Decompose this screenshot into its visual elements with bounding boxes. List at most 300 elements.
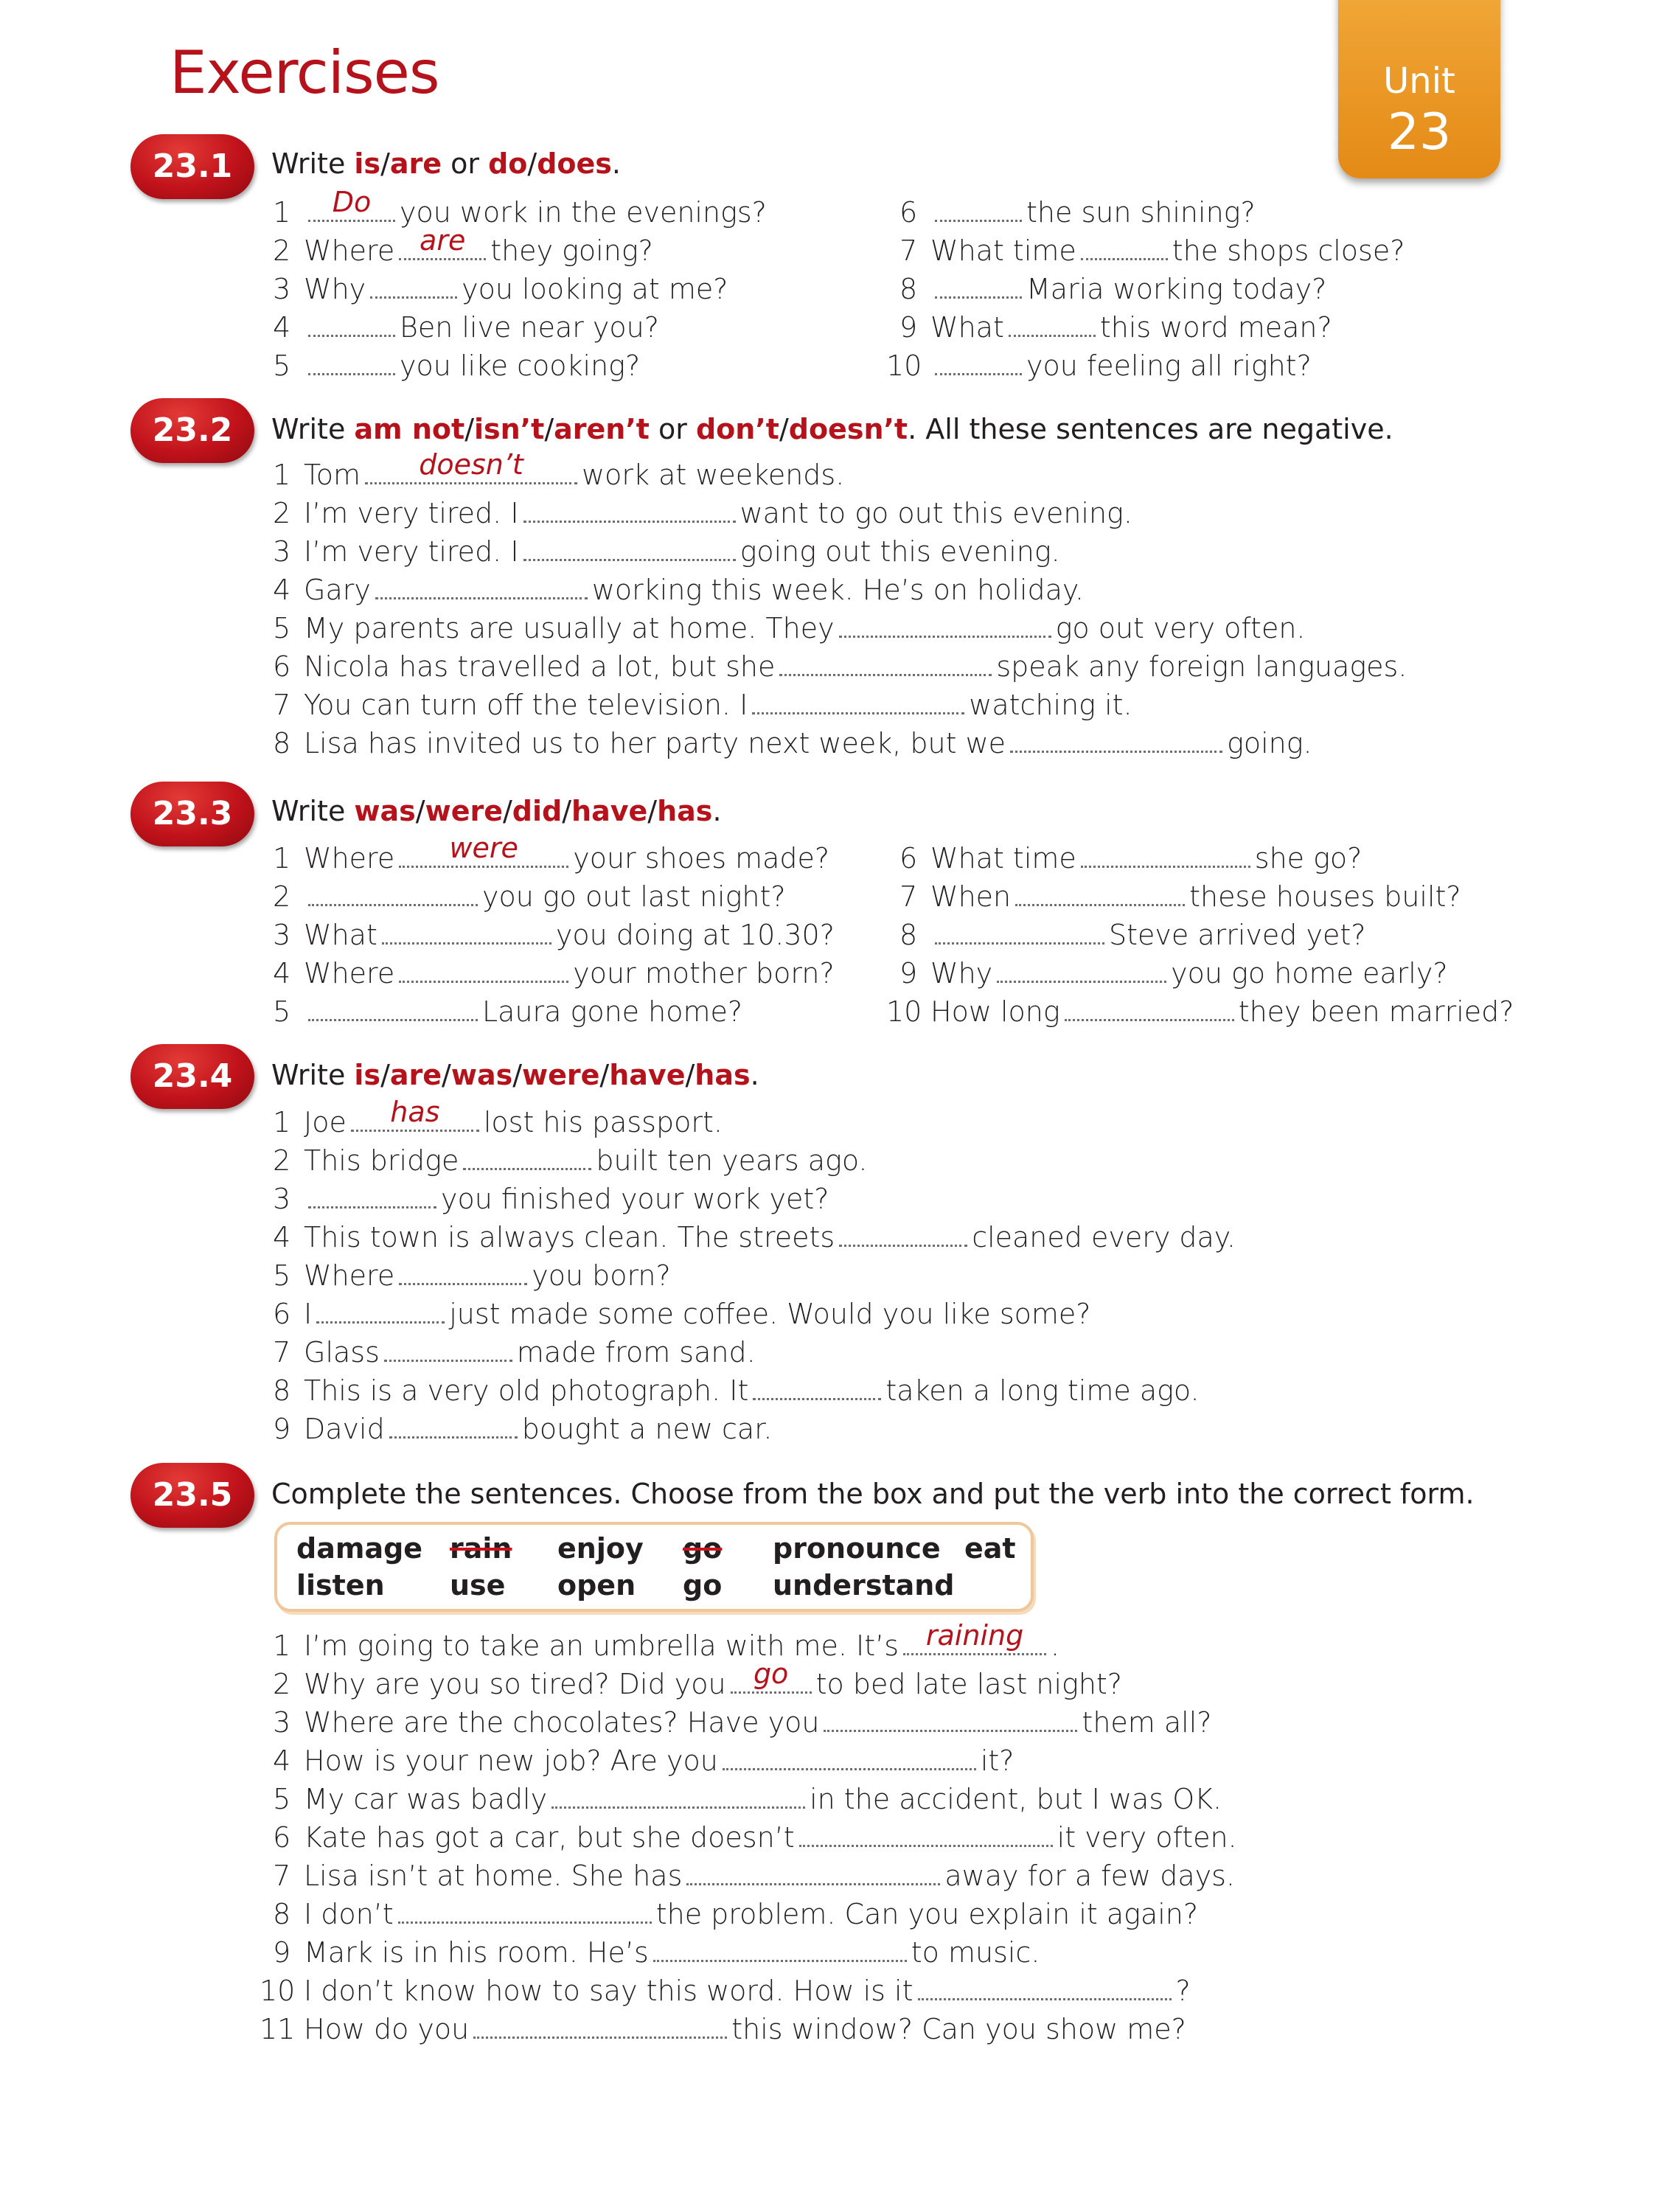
answer-blank[interactable] bbox=[316, 1299, 445, 1324]
instruction-keyword: are bbox=[389, 147, 442, 180]
exercise-item bbox=[273, 727, 1312, 759]
exercise-instruction-23-1 bbox=[271, 147, 621, 180]
item-text-after: want to go out this evening. bbox=[739, 497, 1132, 529]
item-number: 7 bbox=[273, 1860, 291, 1892]
item-text-before: David bbox=[304, 1413, 385, 1445]
exercise-item bbox=[273, 349, 640, 382]
exercise-item bbox=[273, 1783, 1222, 1815]
item-number: 10 bbox=[886, 349, 922, 382]
box-word: damage bbox=[296, 1532, 423, 1565]
item-text-before: This is a very old photograph. It bbox=[304, 1374, 749, 1407]
item-text-before: What time bbox=[930, 234, 1076, 267]
item-number: 1 bbox=[273, 1630, 291, 1662]
instruction-text: . bbox=[750, 1059, 759, 1091]
item-text-after: Steve arrived yet? bbox=[1109, 919, 1366, 951]
item-text-before: I’m very tired. I bbox=[304, 535, 519, 568]
instruction-text: / bbox=[599, 1059, 610, 1091]
exercise-instruction-23-3 bbox=[271, 795, 722, 827]
item-number: 6 bbox=[273, 1298, 291, 1330]
item-number: 2 bbox=[273, 1144, 291, 1177]
exercise-item bbox=[273, 448, 845, 491]
answer-blank[interactable] bbox=[389, 1414, 518, 1439]
item-text-after: built ten years ago. bbox=[596, 1144, 868, 1177]
item-text-after: work at weekends. bbox=[582, 459, 845, 491]
example-answer: go bbox=[753, 1658, 789, 1690]
exercise-item bbox=[886, 995, 1514, 1028]
item-number: 11 bbox=[260, 2013, 296, 2045]
exercise-item bbox=[273, 1144, 868, 1177]
item-text-before: My parents are usually at home. They bbox=[304, 612, 835, 644]
item-text-before: You can turn off the television. I bbox=[304, 689, 748, 721]
item-number: 8 bbox=[273, 1898, 291, 1930]
item-text-after: this window? Can you show me? bbox=[731, 2013, 1186, 2045]
item-text-before: I bbox=[304, 1298, 313, 1330]
item-text-after: them all? bbox=[1082, 1706, 1212, 1739]
exercise-item bbox=[899, 880, 1461, 913]
item-number: 5 bbox=[273, 1259, 291, 1292]
answer-blank[interactable] bbox=[1081, 236, 1168, 260]
answer-blank[interactable] bbox=[1010, 728, 1222, 753]
exercise-item bbox=[273, 1183, 829, 1215]
item-number: 4 bbox=[273, 957, 291, 990]
exercise-item bbox=[273, 1860, 1235, 1892]
instruction-text: or bbox=[442, 147, 489, 180]
item-number: 1 bbox=[273, 196, 291, 229]
exercise-item bbox=[273, 535, 1060, 568]
answer-blank[interactable] bbox=[779, 652, 992, 676]
answer-blank[interactable] bbox=[351, 1096, 479, 1132]
instruction-keyword: am not bbox=[354, 413, 465, 445]
exercise-item bbox=[273, 311, 659, 344]
instruction-keyword: is bbox=[354, 1059, 381, 1091]
exercise-item bbox=[273, 1374, 1200, 1407]
answer-blank[interactable] bbox=[1065, 997, 1234, 1021]
exercise-badge-23-3: 23.3 bbox=[130, 782, 254, 846]
item-text-before: Where bbox=[304, 957, 395, 990]
exercise-item bbox=[273, 1259, 671, 1292]
instruction-text: Complete the sentences. Choose from the box and put the verb into the correct form. bbox=[271, 1478, 1475, 1510]
item-text-before: Gary bbox=[304, 574, 371, 606]
instruction-keyword: don’t bbox=[695, 413, 779, 445]
exercise-item bbox=[273, 612, 1305, 644]
unit-label: Unit bbox=[1383, 60, 1455, 102]
exercise-badge-23-5: 23.5 bbox=[130, 1463, 254, 1528]
item-text-after: going out this evening. bbox=[739, 535, 1060, 568]
exercise-item bbox=[273, 273, 728, 305]
item-text-after: you work in the evenings? bbox=[400, 196, 767, 229]
exercise-item bbox=[273, 186, 767, 229]
instruction-keyword: do bbox=[488, 147, 528, 180]
item-text-after: watching it. bbox=[969, 689, 1132, 721]
item-text-before: What time bbox=[930, 842, 1076, 874]
exercise-item bbox=[899, 196, 1256, 229]
item-text-before: I’m going to take an umbrella with me. It’s bbox=[304, 1630, 899, 1662]
exercise-item bbox=[273, 650, 1407, 683]
exercise-badge-23-2: 23.2 bbox=[130, 398, 254, 463]
item-number: 6 bbox=[899, 842, 918, 874]
item-number: 6 bbox=[273, 650, 291, 683]
instruction-text: / bbox=[464, 413, 475, 445]
instruction-text: Write bbox=[271, 413, 355, 445]
box-word: use bbox=[450, 1569, 506, 1601]
answer-blank[interactable] bbox=[839, 1222, 967, 1247]
item-text-after: your shoes made? bbox=[573, 842, 830, 874]
example-answer: raining bbox=[925, 1619, 1024, 1652]
answer-blank[interactable] bbox=[308, 186, 395, 222]
item-number: 3 bbox=[273, 1706, 291, 1739]
item-text-before: Why are you so tired? Did you bbox=[304, 1668, 726, 1700]
instruction-keyword: was bbox=[450, 1059, 513, 1091]
answer-blank[interactable] bbox=[308, 313, 395, 337]
answer-blank[interactable] bbox=[398, 1899, 652, 1924]
answer-blank[interactable] bbox=[753, 1376, 881, 1400]
instruction-keyword: were bbox=[522, 1059, 600, 1091]
item-number: 9 bbox=[273, 1413, 291, 1445]
item-number: 4 bbox=[273, 1221, 291, 1253]
item-number: 8 bbox=[273, 727, 291, 759]
item-text-after: you born? bbox=[532, 1259, 671, 1292]
item-text-before: Nicola has travelled a lot, but she bbox=[304, 650, 776, 683]
box-word-used: go bbox=[683, 1532, 723, 1565]
instruction-keyword: isn’t bbox=[474, 413, 545, 445]
item-number: 3 bbox=[273, 919, 291, 951]
item-number: 4 bbox=[273, 574, 291, 606]
exercise-instruction-23-4 bbox=[271, 1059, 759, 1091]
item-text-before: Joe bbox=[304, 1106, 347, 1138]
item-text-after: working this week. He’s on holiday. bbox=[591, 574, 1085, 606]
answer-blank[interactable] bbox=[399, 832, 568, 868]
example-answer: were bbox=[449, 832, 518, 864]
exercise-item bbox=[273, 1619, 1060, 1662]
item-text-before: Mark is in his room. He’s bbox=[304, 1936, 649, 1969]
answer-blank[interactable] bbox=[723, 1746, 976, 1770]
exercise-instruction-23-2 bbox=[271, 413, 1393, 445]
answer-blank[interactable] bbox=[370, 274, 457, 299]
exercise-item bbox=[273, 574, 1084, 606]
answer-blank[interactable] bbox=[935, 198, 1022, 222]
instruction-text: or bbox=[649, 413, 696, 445]
box-word: pronounce bbox=[773, 1532, 941, 1565]
item-text-after: to music. bbox=[911, 1936, 1040, 1969]
instruction-keyword: was bbox=[354, 795, 416, 827]
item-text-after: you like cooking? bbox=[400, 349, 641, 382]
item-text-before: How long bbox=[930, 995, 1060, 1028]
item-text-after: you looking at me? bbox=[462, 273, 728, 305]
item-text-before: Why bbox=[304, 273, 366, 305]
answer-blank[interactable] bbox=[1081, 844, 1250, 868]
item-text-before: Why bbox=[930, 957, 993, 990]
instruction-text: / bbox=[647, 795, 658, 827]
item-text-after: just made some coffee. Would you like some? bbox=[449, 1298, 1091, 1330]
item-text-before: I don’t bbox=[304, 1898, 394, 1930]
item-text-before: Where are the chocolates? Have you bbox=[304, 1706, 820, 1739]
exercise-item bbox=[886, 349, 1312, 382]
example-answer: are bbox=[420, 224, 466, 257]
box-word: open bbox=[557, 1569, 636, 1601]
item-text-before: Where bbox=[304, 1259, 395, 1292]
answer-blank[interactable] bbox=[918, 1976, 1172, 2000]
exercise-item bbox=[899, 919, 1365, 951]
item-text-after: cleaned every day. bbox=[972, 1221, 1236, 1253]
item-text-after: . bbox=[1051, 1630, 1060, 1662]
instruction-text: / bbox=[380, 1059, 390, 1091]
item-text-after: you go home early? bbox=[1171, 957, 1448, 990]
item-text-after: go out very often. bbox=[1055, 612, 1306, 644]
item-text-after: you doing at 10.30? bbox=[555, 919, 835, 951]
answer-blank[interactable] bbox=[308, 997, 478, 1021]
answer-blank[interactable] bbox=[653, 1938, 907, 1962]
exercise-instruction-23-5 bbox=[271, 1478, 1475, 1510]
item-text-before: My car was badly bbox=[304, 1783, 548, 1815]
instruction-text: Write bbox=[271, 1059, 355, 1091]
item-text-after: taken a long time ago. bbox=[885, 1374, 1200, 1407]
item-text-before: What bbox=[304, 919, 377, 951]
item-number: 8 bbox=[899, 273, 918, 305]
answer-blank[interactable] bbox=[308, 882, 478, 906]
exercise-item bbox=[273, 832, 830, 874]
item-text-after: this word mean? bbox=[1099, 311, 1332, 344]
item-number: 1 bbox=[273, 459, 291, 491]
exercise-item bbox=[273, 497, 1132, 529]
item-number: 2 bbox=[273, 497, 291, 529]
word-box bbox=[274, 1522, 1034, 1612]
instruction-keyword: have bbox=[609, 1059, 686, 1091]
exercise-item bbox=[273, 880, 786, 913]
item-number: 10 bbox=[886, 995, 922, 1028]
item-number: 6 bbox=[899, 196, 918, 229]
answer-blank[interactable] bbox=[997, 959, 1166, 983]
answer-blank[interactable] bbox=[375, 575, 588, 599]
item-number: 1 bbox=[273, 842, 291, 874]
item-text-before: Glass bbox=[304, 1336, 380, 1368]
instruction-keyword: have bbox=[571, 795, 648, 827]
exercise-item bbox=[273, 1221, 1236, 1253]
answer-blank[interactable] bbox=[399, 1261, 527, 1285]
item-number: 4 bbox=[273, 1745, 291, 1777]
instruction-text: / bbox=[380, 147, 390, 180]
item-text-after: it very often. bbox=[1057, 1821, 1237, 1854]
item-text-after: Laura gone home? bbox=[482, 995, 743, 1028]
item-number: 1 bbox=[273, 1106, 291, 1138]
item-text-before: When bbox=[930, 880, 1012, 913]
exercise-item bbox=[273, 1745, 1014, 1777]
exercise-item bbox=[273, 689, 1132, 721]
item-text-after: lost his passport. bbox=[483, 1106, 723, 1138]
item-number: 5 bbox=[273, 995, 291, 1028]
item-text-after: your mother born? bbox=[573, 957, 835, 990]
answer-blank[interactable] bbox=[523, 537, 736, 561]
answer-blank[interactable] bbox=[463, 1146, 591, 1170]
item-text-before: Where bbox=[304, 234, 395, 267]
item-text-before: What bbox=[930, 311, 1004, 344]
item-text-after: Ben live near you? bbox=[400, 311, 659, 344]
instruction-keyword: has bbox=[695, 1059, 751, 1091]
exercise-item bbox=[899, 234, 1405, 267]
answer-blank[interactable] bbox=[308, 351, 395, 375]
exercise-item bbox=[260, 1975, 1191, 2007]
exercise-item bbox=[273, 1821, 1237, 1854]
instruction-text: . bbox=[611, 147, 621, 180]
instruction-keyword: does bbox=[537, 147, 612, 180]
item-text-after: these houses built? bbox=[1189, 880, 1461, 913]
item-text-before: This town is always clean. The streets bbox=[304, 1221, 835, 1253]
answer-blank[interactable] bbox=[384, 1338, 512, 1362]
item-number: 8 bbox=[899, 919, 918, 951]
answer-blank[interactable] bbox=[1015, 882, 1185, 906]
exercise-item bbox=[273, 1413, 772, 1445]
exercise-item bbox=[273, 1298, 1090, 1330]
item-number: 4 bbox=[273, 311, 291, 344]
item-text-after: the sun shining? bbox=[1026, 196, 1256, 229]
item-number: 3 bbox=[273, 273, 291, 305]
answer-blank[interactable] bbox=[399, 224, 486, 260]
item-number: 9 bbox=[899, 957, 918, 990]
box-word: listen bbox=[296, 1569, 385, 1601]
instruction-keyword: did bbox=[512, 795, 563, 827]
instruction-text: / bbox=[502, 795, 512, 827]
item-number: 7 bbox=[899, 234, 918, 267]
answer-blank[interactable] bbox=[308, 1184, 436, 1208]
item-number: 2 bbox=[273, 1668, 291, 1700]
instruction-text: / bbox=[544, 413, 554, 445]
exercise-item bbox=[273, 1706, 1211, 1739]
exercise-badge-23-1: 23.1 bbox=[130, 134, 254, 199]
exercise-item bbox=[273, 1096, 723, 1138]
item-text-after: they been married? bbox=[1238, 995, 1514, 1028]
item-text-before: How do you bbox=[304, 2013, 470, 2045]
item-number: 7 bbox=[273, 1336, 291, 1368]
item-text-after: you finished your work yet? bbox=[441, 1183, 829, 1215]
answer-blank[interactable] bbox=[473, 2014, 727, 2039]
answer-blank[interactable] bbox=[935, 920, 1104, 945]
item-number: 5 bbox=[273, 1783, 291, 1815]
item-text-after: Maria working today? bbox=[1026, 273, 1327, 305]
box-word: eat bbox=[964, 1532, 1016, 1565]
item-number: 9 bbox=[899, 311, 918, 344]
instruction-text: / bbox=[685, 1059, 695, 1091]
item-number: 3 bbox=[273, 535, 291, 568]
unit-tab bbox=[1338, 0, 1500, 178]
item-number: 2 bbox=[273, 880, 291, 913]
item-text-after: the problem. Can you explain it again? bbox=[655, 1898, 1199, 1930]
item-text-before: I’m very tired. I bbox=[304, 497, 519, 529]
instruction-text: / bbox=[512, 1059, 523, 1091]
item-text-after: she go? bbox=[1254, 842, 1363, 874]
item-number: 8 bbox=[273, 1374, 291, 1407]
answer-blank[interactable] bbox=[551, 1784, 805, 1809]
exercise-item bbox=[273, 1898, 1198, 1930]
item-text-after: in the accident, but I was OK. bbox=[810, 1783, 1222, 1815]
item-number: 5 bbox=[273, 612, 291, 644]
instruction-keyword: has bbox=[657, 795, 713, 827]
item-text-after: made from sand. bbox=[516, 1336, 756, 1368]
exercise-badge-23-4: 23.4 bbox=[130, 1044, 254, 1109]
box-word: go bbox=[683, 1569, 723, 1601]
instruction-text: / bbox=[779, 413, 789, 445]
item-number: 9 bbox=[273, 1936, 291, 1969]
box-word-used: rain bbox=[450, 1532, 512, 1565]
item-text-after: they going? bbox=[490, 234, 653, 267]
box-word: understand bbox=[773, 1569, 955, 1601]
item-number: 7 bbox=[899, 880, 918, 913]
item-text-before: Lisa isn’t at home. She has bbox=[304, 1860, 683, 1892]
item-number: 2 bbox=[273, 234, 291, 267]
exercise-item bbox=[899, 957, 1448, 990]
instruction-text: / bbox=[415, 795, 425, 827]
answer-blank[interactable] bbox=[935, 274, 1022, 299]
answer-blank[interactable] bbox=[365, 448, 577, 484]
instruction-keyword: is bbox=[354, 147, 381, 180]
item-text-before: Lisa has invited us to her party next week, but we bbox=[304, 727, 1006, 759]
exercise-item bbox=[273, 1336, 756, 1368]
exercise-item bbox=[260, 2013, 1186, 2045]
item-text-before: Tom bbox=[304, 459, 361, 491]
item-text-after: it? bbox=[980, 1745, 1015, 1777]
item-text-after: the shops close? bbox=[1172, 234, 1405, 267]
example-answer: has bbox=[390, 1096, 440, 1128]
answer-blank[interactable] bbox=[935, 351, 1022, 375]
answer-blank[interactable] bbox=[752, 690, 964, 714]
item-text-after: bought a new car. bbox=[521, 1413, 773, 1445]
item-number: 5 bbox=[273, 349, 291, 382]
instruction-keyword: aren’t bbox=[554, 413, 650, 445]
answer-blank[interactable] bbox=[382, 920, 551, 945]
item-number: 3 bbox=[273, 1183, 291, 1215]
answer-blank[interactable] bbox=[686, 1861, 940, 1885]
instruction-text: . bbox=[712, 795, 722, 827]
answer-blank[interactable] bbox=[903, 1619, 1046, 1655]
box-word: enjoy bbox=[557, 1532, 644, 1565]
instruction-text: / bbox=[562, 795, 572, 827]
item-text-before: How is your new job? Are you bbox=[304, 1745, 718, 1777]
answer-blank[interactable] bbox=[523, 498, 736, 523]
instruction-keyword: doesn’t bbox=[788, 413, 908, 445]
answer-blank[interactable] bbox=[839, 613, 1051, 638]
exercise-item bbox=[273, 919, 835, 951]
item-number: 10 bbox=[260, 1975, 296, 2007]
exercise-item bbox=[273, 1658, 1122, 1700]
answer-blank[interactable] bbox=[799, 1823, 1053, 1847]
answer-blank[interactable] bbox=[824, 1708, 1077, 1732]
instruction-text: / bbox=[527, 147, 537, 180]
item-text-after: ? bbox=[1175, 1975, 1191, 2007]
instruction-keyword: are bbox=[389, 1059, 442, 1091]
exercise-item bbox=[899, 311, 1332, 344]
instruction-text: Write bbox=[271, 147, 355, 180]
answer-blank[interactable] bbox=[1009, 313, 1096, 337]
answer-blank[interactable] bbox=[731, 1658, 812, 1694]
answer-blank[interactable] bbox=[399, 959, 568, 983]
instruction-text: Write bbox=[271, 795, 355, 827]
exercise-item bbox=[273, 1936, 1040, 1969]
item-number: 6 bbox=[273, 1821, 291, 1854]
exercise-item bbox=[273, 957, 835, 990]
item-text-after: going. bbox=[1227, 727, 1312, 759]
item-text-after: you go out last night? bbox=[482, 880, 786, 913]
exercise-item bbox=[273, 224, 653, 267]
exercise-item bbox=[273, 995, 742, 1028]
instruction-keyword: were bbox=[425, 795, 503, 827]
item-text-after: speak any foreign languages. bbox=[996, 650, 1407, 683]
item-text-before: I don’t know how to say this word. How is it bbox=[304, 1975, 913, 2007]
item-text-before: Kate has got a car, but she doesn’t bbox=[304, 1821, 795, 1854]
exercise-item bbox=[899, 273, 1326, 305]
instruction-text: . All these sentences are negative. bbox=[908, 413, 1393, 445]
item-number: 7 bbox=[273, 689, 291, 721]
item-text-before: This bridge bbox=[304, 1144, 459, 1177]
example-answer: Do bbox=[332, 186, 372, 218]
exercise-item bbox=[899, 842, 1362, 874]
